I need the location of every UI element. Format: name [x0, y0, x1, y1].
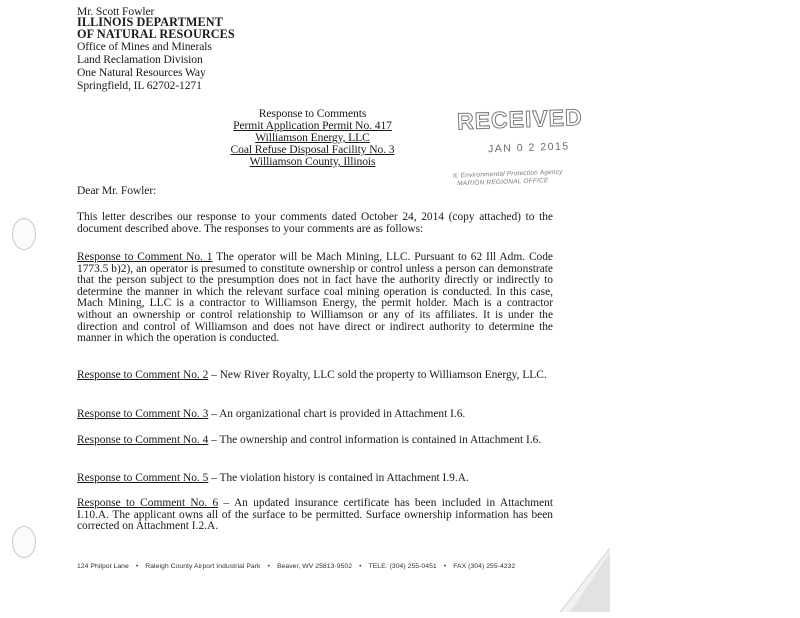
- response-4-text: – The ownership and control information is contained in Attachment I.6.: [208, 434, 542, 446]
- subject-line5: Williamson County, Illinois: [249, 155, 376, 168]
- response-6-text: – An updated insurance certificate has been included in Attachment I.10.A. The applicant owns all of the surface to be permitted. Surface ownership information has been corrected on Attachment I.2.A.: [77, 497, 553, 533]
- footer-address: 124 Philpot Lane: [77, 563, 129, 570]
- recipient-street: One Natural Resources Way: [77, 66, 206, 79]
- subject-line1: Response to Comments: [258, 107, 367, 120]
- response-3-text: – An organizational chart is provided in Attachment I.6.: [208, 408, 466, 420]
- footer-separator: •: [267, 563, 270, 570]
- footer-tele: TELE: (304) 255-0451: [368, 563, 437, 570]
- response-5: [77, 473, 553, 485]
- response-6-label: Response to Comment No. 6: [77, 497, 219, 509]
- recipient-agency-line1: ILLINOIS DEPARTMENT: [77, 15, 223, 29]
- response-5-text: – The violation history is contained in Attachment I.9.A.: [208, 472, 469, 484]
- response-2-label: Response to Comment No. 2: [77, 369, 209, 381]
- footer-separator: •: [359, 563, 362, 570]
- received-stamp: [452, 103, 592, 191]
- subject-line4: Coal Refuse Disposal Facility No. 3: [230, 143, 395, 156]
- response-2-text: – New River Royalty, LLC sold the property to Williamson Energy, LLC.: [208, 369, 547, 381]
- response-3-label: Response to Comment No. 3: [77, 408, 209, 420]
- response-4-label: Response to Comment No. 4: [77, 434, 209, 446]
- page-curl-shadow: [560, 548, 610, 612]
- response-1-label: Response to Comment No. 1: [77, 251, 213, 263]
- response-5-label: Response to Comment No. 5: [77, 472, 209, 484]
- recipient-office: Office of Mines and Minerals: [77, 40, 212, 53]
- subject-line3: Williamson Energy, LLC: [255, 131, 370, 144]
- response-3: [77, 409, 553, 421]
- subject-line2: Permit Application Permit No. 417: [233, 119, 392, 132]
- response-2: [77, 370, 553, 382]
- recipient-division: Land Reclamation Division: [77, 53, 203, 66]
- recipient-agency-line2: OF NATURAL RESOURCES: [77, 27, 235, 41]
- letterhead-footer: [77, 563, 515, 570]
- response-6: [77, 498, 553, 533]
- punch-hole: [12, 526, 36, 558]
- received-stamp-date: JAN 0 2 2015: [487, 140, 570, 156]
- response-4: [77, 435, 553, 447]
- received-stamp-word: RECEIVED: [456, 103, 584, 135]
- received-stamp-agency: IL Environmental Protection Agency: [452, 168, 563, 180]
- salutation: Dear Mr. Fowler:: [77, 184, 157, 197]
- intro-paragraph: This letter describes our response to your comments dated October 24, 2014 (copy attached) to the document described above. The responses to your comments are as follows:: [77, 211, 553, 235]
- subject-block: [200, 108, 425, 168]
- recipient-city: Springfield, IL 62702-1271: [77, 79, 202, 92]
- footer-park: Raleigh County Airport Industrial Park: [145, 563, 261, 570]
- response-1: [77, 252, 553, 345]
- punch-hole: [12, 218, 36, 250]
- received-stamp-office: MARION REGIONAL OFFICE: [457, 177, 549, 188]
- footer-city: Beaver, WV 25813-9502: [276, 563, 353, 570]
- footer-separator: •: [443, 563, 447, 570]
- footer-separator: •: [135, 563, 139, 570]
- footer-fax: FAX (304) 255-4232: [453, 563, 516, 570]
- response-1-text: The operator will be Mach Mining, LLC. Pursuant to 62 Ill Adm. Code 1773.5 b)2), an operator is presumed to constitute ownership or control unless a person can demonstrate that the person subject to the presumption does not in fact have the authority directly or indirectly to determine the manner in which the relevant surface coal mining operation is conducted. In this case, Mach Mining, LLC is a contractor to Williamson Energy, the permit holder. Mach is a contractor without an ownership or control relationship to Williamson or any of its affiliates. It is under the direction and control of Williamson and does not have direct or indirect authority to determine the manner in which the operation is conducted.: [77, 251, 553, 345]
- recipient-name: Mr. Scott Fowler: [77, 5, 155, 18]
